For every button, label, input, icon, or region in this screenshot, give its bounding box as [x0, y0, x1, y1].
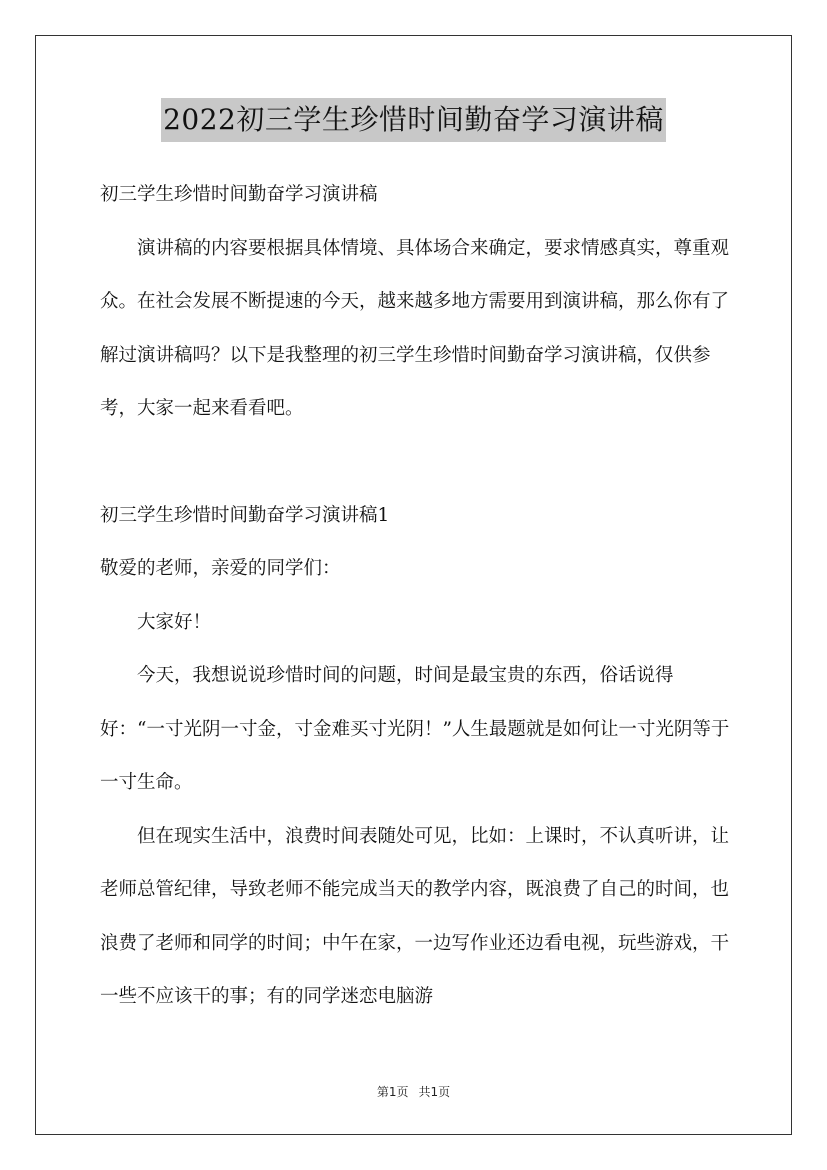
document-title: 2022初三学生珍惜时间勤奋学习演讲稿 [161, 98, 666, 142]
page-footer [0, 1083, 827, 1100]
document-body [100, 168, 730, 1024]
greeting: 大家好！ [137, 611, 212, 633]
body-paragraph-1: 今天，我想说说珍惜时间的问题，时间是最宝贵的东西，俗话说得好：“一寸光阴一寸金，寸金难买寸光阴！”人生最题就是如何让一寸光阴等于一寸生命。 [100, 665, 730, 793]
salutation: 敬爱的老师，亲爱的同学们： [100, 558, 341, 579]
blank-line [100, 436, 730, 489]
page-number: 第1页 [376, 1085, 409, 1099]
section-heading: 初三学生珍惜时间勤奋学习演讲稿1 [100, 504, 390, 526]
body-paragraph-2: 但在现实生活中，浪费时间表随处可见，比如：上课时，不认真听讲，让老师总管纪律，导致老师不能完成当天的教学内容，既浪费了自己的时间，也浪费了老师和同学的时间；中午在家，一边写作业还边看电视，玩些游戏，干一些不应该干的事；有的同学迷恋电脑游 [100, 825, 730, 1007]
document-subtitle: 初三学生珍惜时间勤奋学习演讲稿 [100, 184, 378, 205]
intro-paragraph: 演讲稿的内容要根据具体情境、具体场合来确定，要求情感真实，尊重观众。在社会发展不断提速的今天，越来越多地方需要用到演讲稿，那么你有了解过演讲稿吗？以下是我整理的初三学生珍惜时间勤奋学习演讲稿，仅供参考，大家一起来看看吧。 [100, 237, 730, 419]
title-container [0, 98, 827, 142]
page-total: 共1页 [418, 1085, 451, 1099]
